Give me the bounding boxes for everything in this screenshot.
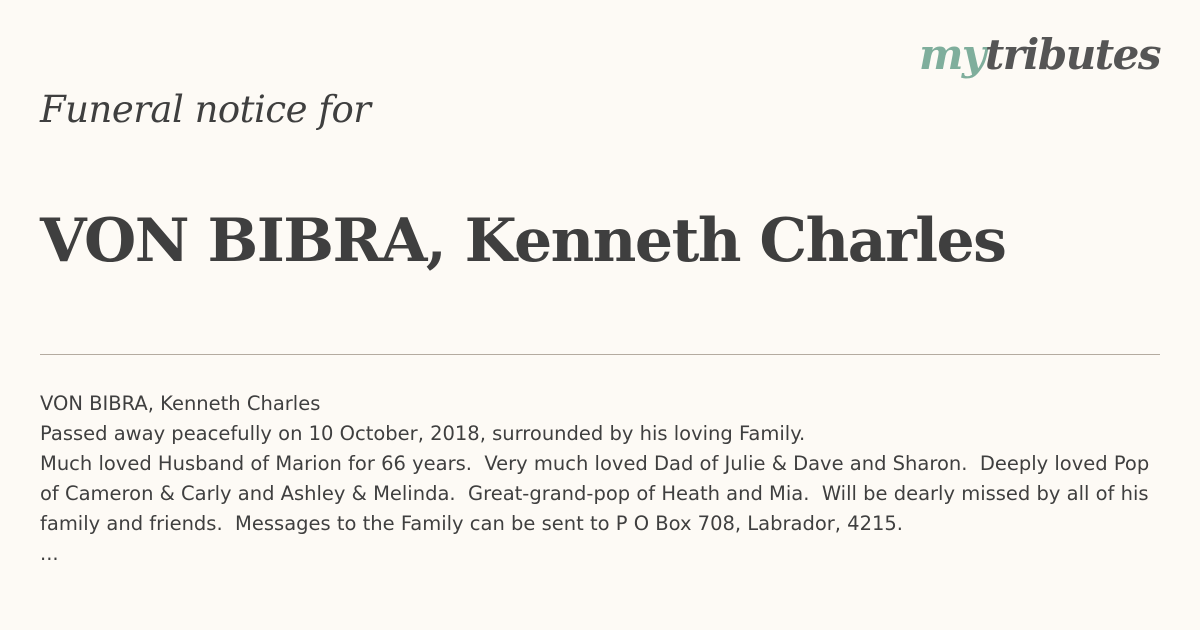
notice-body xyxy=(40,389,1156,569)
page-subtitle: Funeral notice for xyxy=(40,88,371,131)
logo-my-text: my xyxy=(918,30,985,79)
notice-passed-line: Passed away peacefully on 10 October, 2018, surrounded by his loving Family. xyxy=(40,422,806,445)
page-title: VON BIBRA, Kenneth Charles xyxy=(40,206,1006,276)
notice-paragraph: Much loved Husband of Marion for 66 years. Very much loved Dad of Julie & Dave and Sharon. Deeply loved Pop of Cameron & Carly and Ashley & Melinda. Great-grand-pop of Heath and Mia. Will be dearly missed by all of his family and friends. Messages to the Family can be sent to P O Box 708, Labrador, 4215. xyxy=(40,452,1156,535)
mytributes-logo[interactable] xyxy=(918,30,1160,79)
notice-ellipsis: ... xyxy=(40,542,59,565)
divider xyxy=(40,354,1160,355)
notice-name-line: VON BIBRA, Kenneth Charles xyxy=(40,392,321,415)
logo-tributes-text: tributes xyxy=(984,30,1160,79)
